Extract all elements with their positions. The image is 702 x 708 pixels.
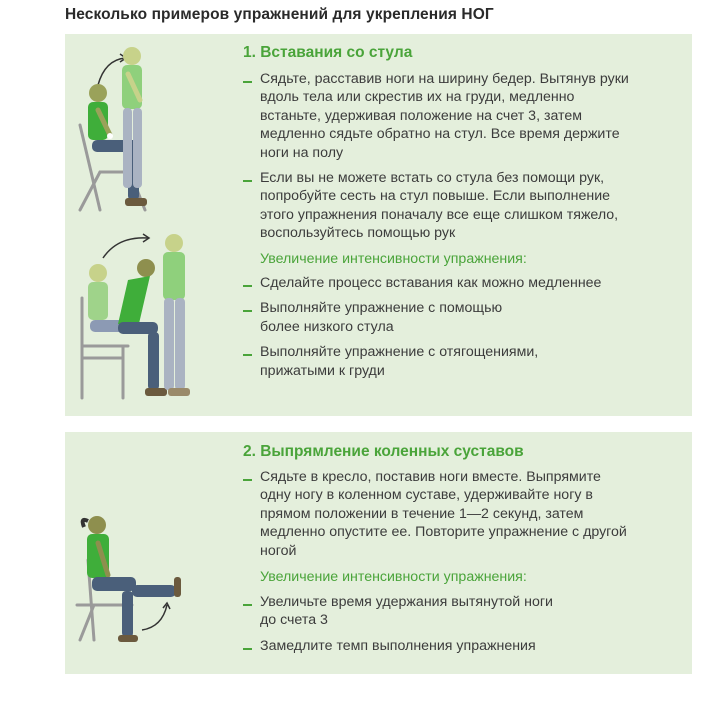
assisted-stand-illustration	[68, 228, 243, 403]
section-2-heading: 2. Выпрямление коленных суставов	[243, 443, 524, 460]
section-1-heading: 1. Вставания со стула	[243, 44, 413, 61]
section-1-intensity-list	[243, 274, 643, 380]
section-2-list	[243, 468, 643, 560]
knee-extension-illustration	[72, 505, 242, 650]
page-title: Несколько примеров упражнений для укрепления НОГ	[65, 6, 494, 23]
section-1-intensity-heading: Увеличение интенсивности упражнения:	[260, 251, 527, 267]
list-item: Сделайте процесс вставания как можно медленнее	[243, 274, 643, 292]
chair-stand-illustration	[70, 40, 240, 215]
section-2-intensity-heading: Увеличение интенсивности упражнения:	[260, 569, 527, 585]
list-item: Выполняйте упражнение с помощью более низкого стула	[243, 299, 540, 336]
list-item: Сядьте, расставив ноги на ширину бедер. Вытянув руки вдоль тела или скрестив их на груди, медленно встаньте, удерживая положение на счет 3, затем медленно сядьте обратно на стул. Все время держите ноги на полу	[243, 70, 630, 162]
list-item: Сядьте в кресло, поставив ноги вместе. Выпрямите одну ногу в коленном суставе, удерживайте ногу в прямом положении в течение 1—2 секунд, затем медленно опустите ее. Повторите упражнение с другой ногой	[243, 468, 630, 560]
section-2-intensity-list	[243, 593, 643, 655]
list-item: Если вы не можете встать со стула без помощи рук, попробуйте сесть на стул повыше. Если выполнение этого упражнения поначалу все еще слишком тяжело, воспользуйтесь помощью рук	[243, 169, 630, 243]
list-item: Увеличьте время удержания вытянутой ноги до счета 3	[243, 593, 560, 630]
list-item: Замедлите темп выполнения упражнения	[243, 637, 643, 655]
section-1-list	[243, 70, 643, 243]
list-item: Выполняйте упражнение с отягощениями, прижатыми к груди	[243, 343, 580, 380]
